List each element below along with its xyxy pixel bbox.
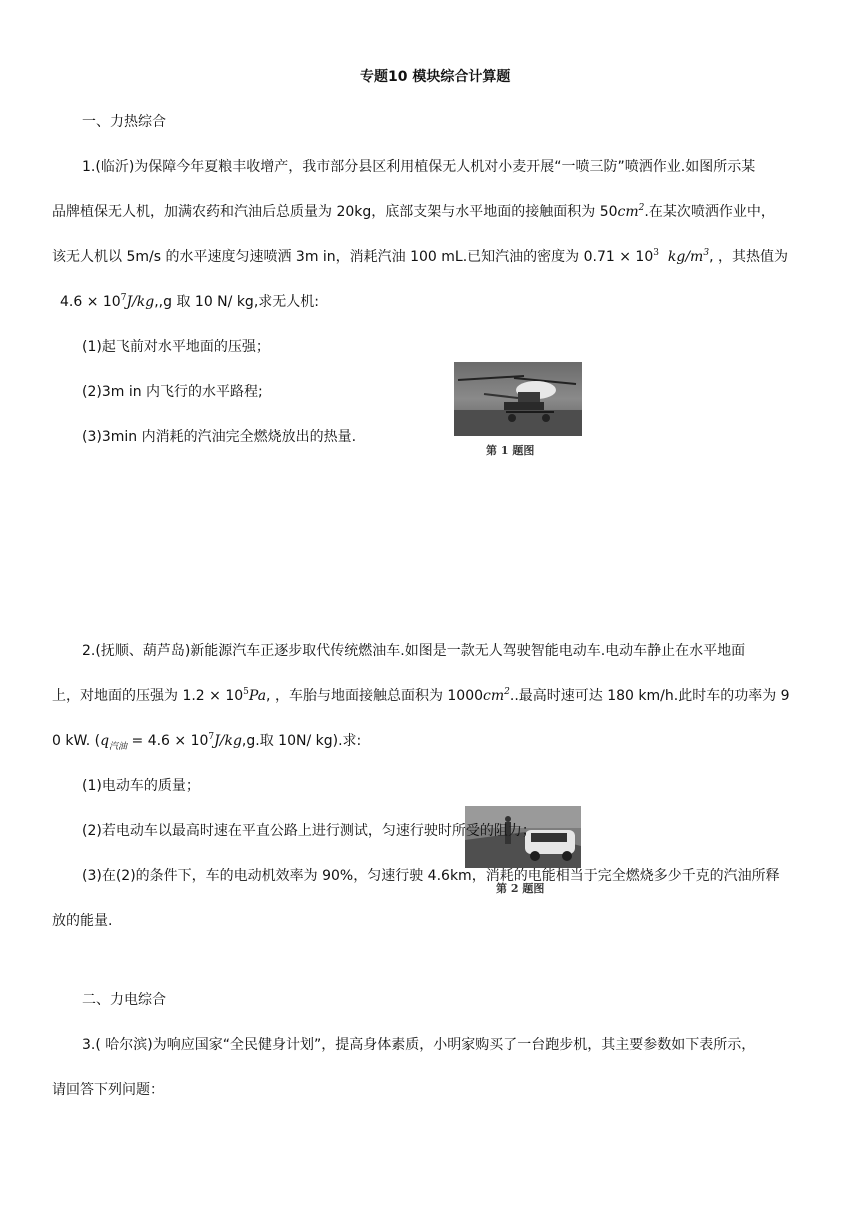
q2-line-2: 上，对地面的压强为 $1.2 \times 10^5Pa$, ，车胎与地面接触总面积为 $1000cm^2$..最高时速可达 180 km/h.此时车的功率为 9 [52, 687, 790, 704]
q2-line-1: 2.(抚顺、葫芦岛)新能源汽车正逐步取代传统燃油车.如图是一款无人驾驶智能电动车.电动车静止在水平地面 [82, 643, 746, 659]
q1-line-2: 品牌植保无人机，加满农药和汽油后总质量为 20kg，底部支架与水平地面的接触面积为 $50cm^2$.在某次喷洒作业中， [52, 203, 775, 220]
q2-part-3: (3)在(2)的条件下，车的电动机效率为 90%，匀速行驶 4.6km，消耗的电能相当于完全燃烧多少千克的汽油所释 [82, 868, 780, 884]
q1-line-4: $4.6 \times 10^7J/kg,,g$ 取 10 N/ kg,求无人机: [60, 293, 319, 310]
q2-line-3: 0 kW. ($q_{汽油} = 4.6 \times 10^7J/kg,g$.取 10N/ kg).求: [52, 732, 362, 752]
q1-line-1: 1.(临沂)为保障今年夏粮丰收增产，我市部分县区利用植保无人机对小麦开展“一喷三防”喷洒作业.如图所示某 [82, 159, 756, 175]
drone-photo [454, 362, 582, 436]
figure-2-caption: 第 2 题图 [496, 882, 545, 895]
q3-line-2: 请回答下列问题： [52, 1082, 164, 1098]
page-title: 专题10 模块综合计算题 [360, 69, 511, 85]
section-heading-force-heat: 一、力热综合 [82, 114, 166, 130]
q1-part-3: (3)3min 内消耗的汽油完全燃烧放出的热量. [82, 429, 357, 445]
section-heading-force-electric: 二、力电综合 [82, 992, 166, 1008]
q2-part-4: 放的能量. [52, 913, 113, 929]
figure-1-caption: 第 1 题图 [486, 444, 535, 457]
q1-part-2: (2)3m in 内飞行的水平路程; [82, 384, 263, 400]
q2-part-2: (2)若电动车以最高时速在平直公路上进行测试，匀速行驶时所受的阻力； [82, 823, 536, 839]
q1-part-1: (1)起飞前对水平地面的压强； [82, 339, 270, 355]
q3-line-1: 3.( 哈尔滨)为响应国家“全民健身计划”，提高身体素质，小明家购买了一台跑步机，其主要参数如下表所示， [82, 1037, 756, 1053]
q2-part-1: (1)电动车的质量； [82, 778, 200, 794]
q1-line-3: 该无人机以 5m/s 的水平速度匀速喷洒 3m in，消耗汽油 100 mL.已知汽油的密度为 $0.71 \times 10^3$ $kg/m^3$, ，其热值为 [52, 248, 788, 265]
